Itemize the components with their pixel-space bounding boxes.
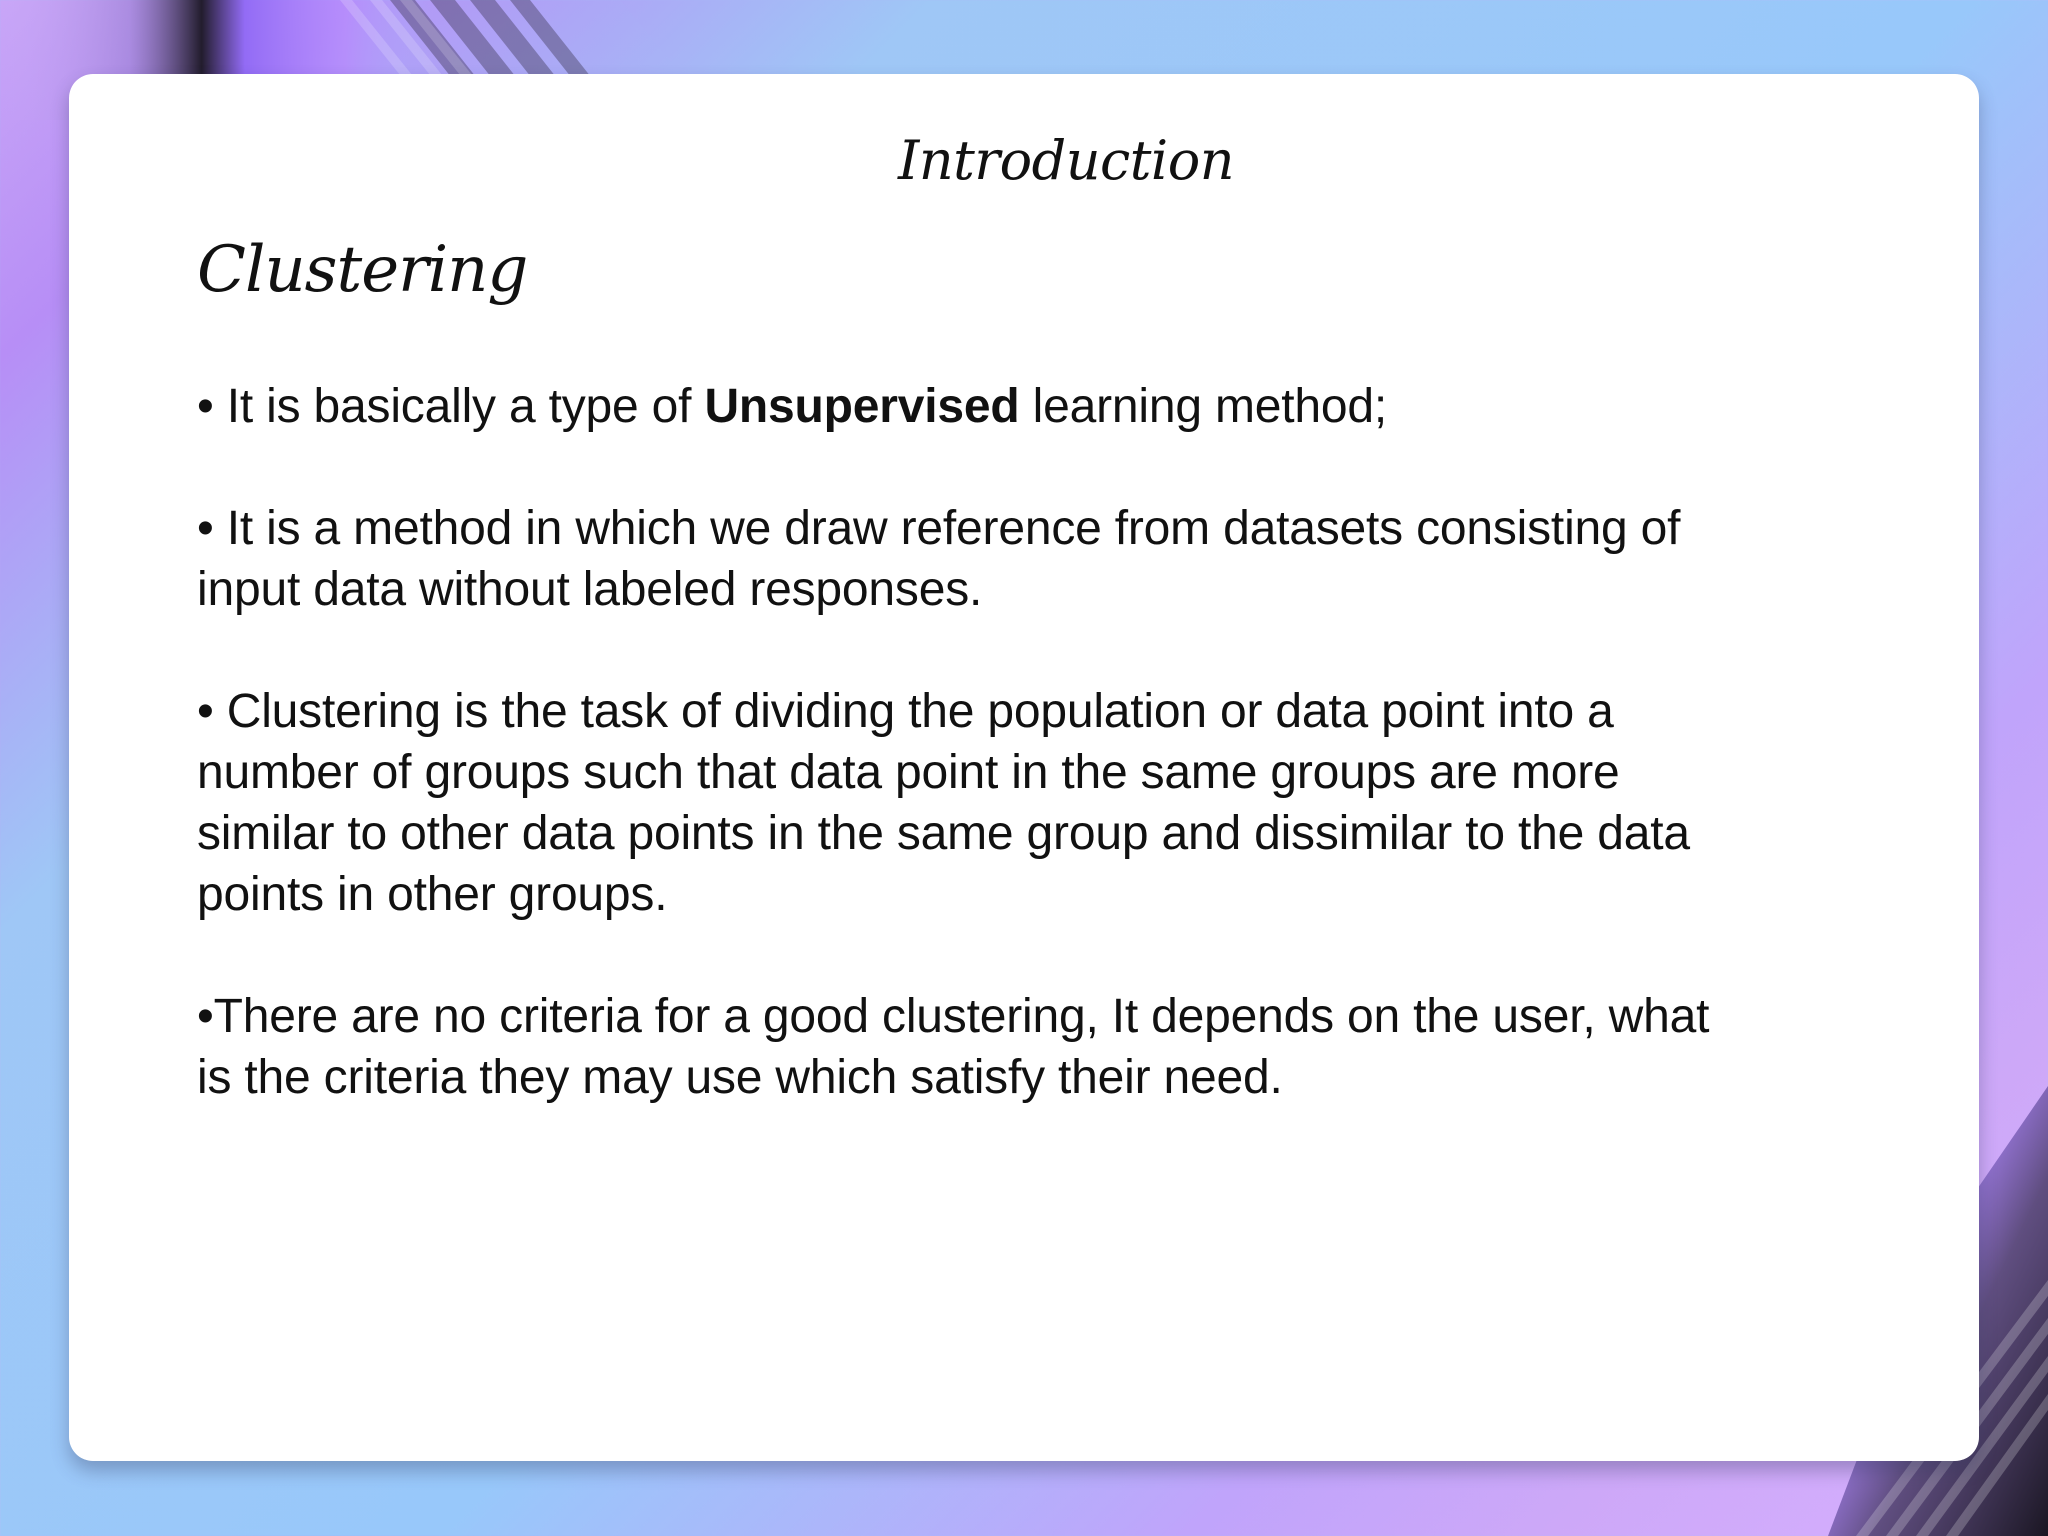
bullet-unsupervised-learning (197, 376, 1827, 437)
bullet-2-line-2: input data without labeled responses. (197, 563, 983, 616)
bullet-clustering-task (197, 681, 1827, 925)
bullet-3-line-1: • Clustering is the task of dividing the population or data point into a (197, 685, 1614, 738)
bullet-3-line-2: number of groups such that data point in the same groups are more (197, 746, 1620, 799)
slide-content (197, 376, 1827, 1108)
section-title: Clustering (197, 233, 528, 307)
bullet-4-line-2: is the criteria they may use which satisfy their need. (197, 1051, 1283, 1104)
unsupervised-term: Unsupervised (704, 380, 1020, 433)
bullet-2-line-1: • It is a method in which we draw reference from datasets consisting of (197, 502, 1681, 555)
bullet-4-line-1: •There are no criteria for a good clustering, It depends on the user, what (197, 990, 1710, 1043)
bullet-clustering-criteria (197, 986, 1827, 1108)
bullet-3-line-3: similar to other data points in the same group and dissimilar to the data (197, 807, 1690, 860)
bullet-1-prefix: • It is basically a type of (197, 380, 705, 433)
bullet-method-description (197, 498, 1827, 620)
slide-heading: Introduction (898, 129, 1234, 192)
bullet-1-suffix: learning method; (1019, 380, 1387, 433)
bullet-3-line-4: points in other groups. (197, 868, 668, 921)
